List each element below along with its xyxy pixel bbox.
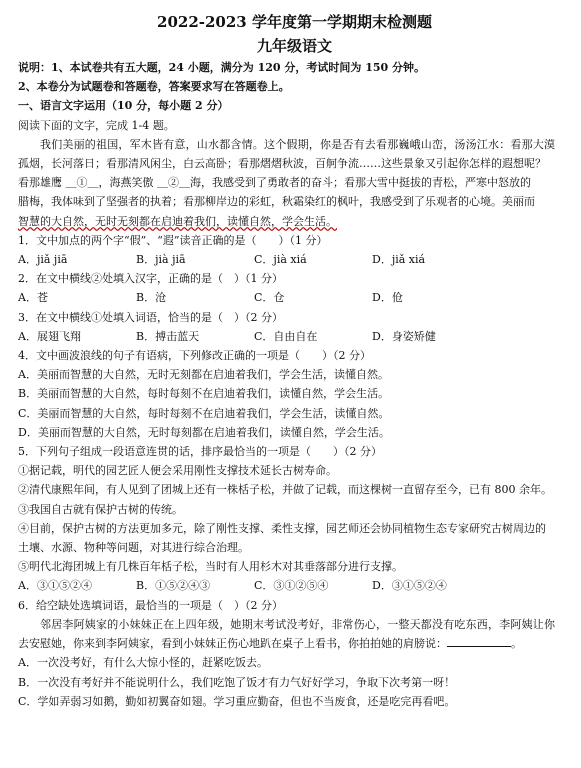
- question-4-stem: 4．文中画波浪线的句子有语病，下列修改正确的一项是（ ）（2 分）: [18, 349, 371, 363]
- option-b: B．沧: [136, 291, 167, 305]
- exam-subtitle: 九年级语文: [256, 37, 332, 55]
- reading-passage: [18, 135, 571, 231]
- question-2-stem: 2．在文中横线②处填入汉字，正确的是（ ）（1 分）: [18, 272, 283, 286]
- notes-line-2: 2、本卷分为试题卷和答题卷，答案要求写在答题卷上。: [18, 80, 290, 94]
- option-d: D．美丽而智慧的大自然，无时每刻都在启迪着我们，读懂自然，学会生活。: [18, 425, 390, 439]
- passage-line: 腊梅，我体味到了坚强者的执着；看那柳岸边的彩虹，秋霜染红的枫叶，我感受到了乐观者的心境。美丽而: [18, 195, 535, 209]
- option-c: C．jià xiá: [254, 253, 307, 267]
- option-a: A．jiǎ jiā: [18, 253, 68, 267]
- option-b: B．①⑤②④③: [136, 579, 211, 593]
- sentence-item: ③我国自古就有保护古树的传统。: [18, 502, 183, 516]
- option-d: D．③①⑤②④: [372, 579, 447, 593]
- option-d: D．身姿矫健: [372, 329, 436, 343]
- question-2-options: [18, 288, 571, 307]
- passage-line-wavy: 智慧的大自然，无时无刻都在启迪着我们，读懂自然，学会生活。: [18, 214, 337, 228]
- question-3-stem: 3．在文中横线①处填入词语，恰当的是（ ）（2 分）: [18, 310, 283, 324]
- option-b: B．搏击蓝天: [136, 329, 200, 343]
- passage-line: 邻居李阿姨家的小妹妹正在上四年级，她期末考试没考好，非常伤心，一整天都没有吃东西，李阿姨让你: [40, 617, 556, 631]
- option-b: B．jià jiā: [136, 253, 186, 267]
- question-1-stem: 1．文中加点的两个字“假”、“遐”读音正确的是（ ）（1 分）: [18, 233, 328, 247]
- option-a: A．③①⑤②④: [18, 579, 92, 593]
- section-heading: 一、语言文字运用（10 分，每小题 2 分）: [18, 99, 229, 113]
- question-5-stem: 5．下列句子组成一段语意连贯的话，排序最恰当的一项是（ ）（2 分）: [18, 445, 382, 459]
- section-intro: 阅读下面的文字，完成 1-4 题。: [18, 118, 175, 132]
- option-a: A．一次没考好，有什么大惊小怪的，赶紧吃饭去。: [18, 656, 268, 670]
- question-5-options: [18, 576, 571, 595]
- answer-blank: [447, 634, 511, 647]
- passage-line-with-blank: [18, 634, 571, 653]
- sentence-item: ⑤明代北海团城上有几株百年栝子松，当时有人用杉木对其垂落部分进行支撑。: [18, 560, 403, 574]
- option-d: D．伧: [372, 291, 403, 305]
- question-3-options: [18, 327, 571, 346]
- option-a: A．展翅飞翔: [18, 329, 81, 343]
- option-b: B．一次没有考好并不能说明什么，我们吃饱了饭才有力气好好学习，争取下次考第一呀！: [18, 675, 456, 689]
- exam-title: 2022-2023 学年度第一学期期末检测题: [157, 13, 432, 31]
- sentence-item: ②清代康熙年间，有人见到了团城上还有一株栝子松，并做了记载，而这棵树一直留存至今，已有 800 余年。: [18, 483, 552, 497]
- question-6-stem: 6．给空缺处选填词语，最恰当的一项是（ ）（2 分）: [18, 598, 283, 612]
- sentence-item: ④目前，保护古树的方法更加多元，除了刚性支撑、柔性支撑，园艺师还会协同植物生态专家研究古树周边的: [18, 521, 546, 535]
- option-c: C．自由自在: [254, 329, 318, 343]
- passage-line: 孤烟，长河落日；看那清风闲尘，白云高卧；看那熠熠秋波，百舸争流……这些景象又引起你怎样的遐想呢？: [18, 157, 546, 171]
- notes-line-1: 说明：1、本试卷共有五大题，24 小题，满分为 120 分，考试时间为 150 分钟。: [18, 61, 426, 74]
- option-c: C．③①②⑤④: [254, 579, 329, 593]
- option-d: D．jiǎ xiá: [372, 253, 426, 267]
- option-c: C．学如弄弱习如鹅，勤如初翼奋如翅。学习重应勤奋，但也不当废食，还是吃完再看吧。: [18, 694, 456, 708]
- passage-line: 去安慰她，你来到李阿姨家，看到小妹妹正伤心地趴在桌子上看书，你拍拍她的肩膀说：: [18, 637, 447, 651]
- period: 。: [511, 637, 522, 651]
- option-c: C．美丽而智慧的大自然，每时每刻不在启迪着我们，学会生活，读懂自然。: [18, 406, 390, 420]
- option-c: C．仓: [254, 291, 285, 305]
- passage-line: 看那雄鹰 ＿①＿，海燕笑傲 ＿②＿海，我感受到了勇敢者的奋斗；看那大雪中挺拔的青松，严寒中怒放的: [18, 176, 531, 190]
- sentence-item: 土壤、水源、物种等问题，对其进行综合治理。: [18, 541, 249, 555]
- option-b: B．美丽而智慧的大自然，每时每刻不在启迪着我们，读懂自然，学会生活。: [18, 387, 390, 401]
- passage-line: 我们美丽的祖国，军木皆有意，山水都含情。这个假期，你是否有去看那巍峨山峦，汤汤江水：看那大漠: [40, 137, 556, 151]
- option-a: A．苍: [18, 291, 48, 305]
- sentence-item: ①据记载，明代的园艺匠人便会采用刚性支撑技术延长古树寿命。: [18, 464, 337, 478]
- question-1-options: [18, 250, 571, 269]
- option-a: A．美丽而智慧的大自然，无时无刻都在启迪着我们，学会生活，读懂自然。: [18, 368, 389, 382]
